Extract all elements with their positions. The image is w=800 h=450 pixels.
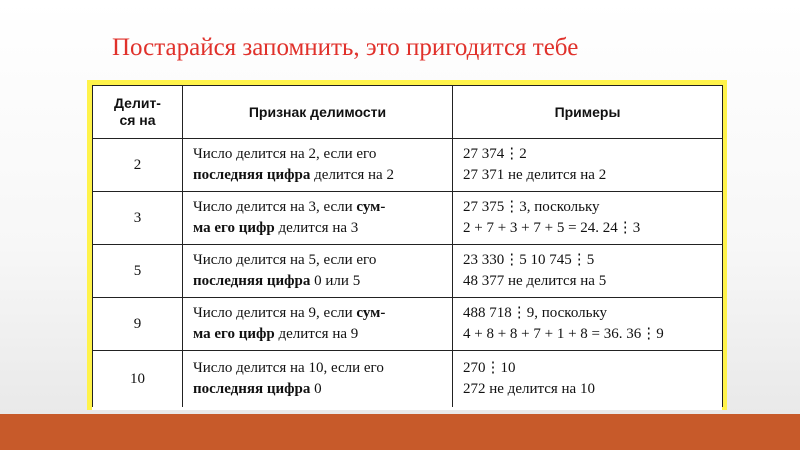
sign-keyword: сум-: [356, 199, 386, 215]
sign-text: делится на 2: [310, 167, 394, 183]
header-sign: Признак делимости: [183, 86, 453, 139]
example-cell: [453, 245, 723, 298]
table-row: [93, 298, 723, 351]
example-cell: [453, 298, 723, 351]
table-row: [93, 139, 723, 192]
sign-text: 0 или 5: [310, 273, 361, 289]
sign-text: делится на 9: [274, 326, 359, 342]
example-line: 27 374⋮2: [463, 146, 527, 162]
example-line: 2 + 7 + 3 + 7 + 5 = 24. 24⋮3: [463, 220, 641, 236]
sign-keyword: последняя цифра: [193, 167, 311, 183]
sign-text: Число делится на 3, если: [193, 199, 357, 215]
header-examples: Примеры: [453, 86, 723, 139]
sign-text: Число делится на 2, если его: [193, 146, 377, 162]
divisibility-table: [92, 85, 723, 407]
sign-keyword: ма его цифр: [193, 220, 275, 236]
table-highlight-frame: [87, 80, 727, 410]
divisor-cell: 10: [93, 351, 183, 408]
sign-cell: [183, 351, 453, 408]
divisor-cell: 3: [93, 192, 183, 245]
sign-text: Число делится на 10, если его: [193, 360, 384, 376]
divisor-cell: 9: [93, 298, 183, 351]
table-row: [93, 351, 723, 408]
table-row: [93, 245, 723, 298]
example-line: 23 330⋮5 10 745⋮5: [463, 252, 595, 268]
example-line: 4 + 8 + 8 + 7 + 1 + 8 = 36. 36⋮9: [463, 326, 664, 342]
example-cell: [453, 351, 723, 408]
sign-cell: [183, 192, 453, 245]
divisor-cell: 2: [93, 139, 183, 192]
sign-text: Число делится на 5, если его: [193, 252, 377, 268]
sign-keyword: ма его цифр: [193, 326, 275, 342]
sign-text: делится на 3: [274, 220, 359, 236]
example-line: 270⋮10: [463, 360, 516, 376]
header-divisor: Делит- ся на: [93, 86, 183, 139]
divisibility-table-container: [92, 85, 722, 410]
example-line: 27 371 не делится на 2: [463, 167, 607, 183]
sign-cell: [183, 298, 453, 351]
example-line: 48 377 не делится на 5: [463, 273, 607, 289]
table-header-row: [93, 86, 723, 139]
example-cell: [453, 139, 723, 192]
sign-keyword: последняя цифра: [193, 381, 311, 397]
example-line: 488 718⋮9, поскольку: [463, 305, 608, 321]
sign-text: Число делится на 9, если: [193, 305, 357, 321]
sign-keyword: сум-: [356, 305, 386, 321]
table-row: [93, 192, 723, 245]
example-line: 27 375⋮3, поскольку: [463, 199, 600, 215]
slide-title: Постарайся запомнить, это пригодится тебе: [112, 34, 579, 61]
sign-cell: [183, 139, 453, 192]
sign-keyword: последняя цифра: [193, 273, 311, 289]
sign-cell: [183, 245, 453, 298]
example-line: 272 не делится на 10: [463, 381, 595, 397]
divisor-cell: 5: [93, 245, 183, 298]
example-cell: [453, 192, 723, 245]
bottom-accent-bar: [0, 414, 800, 450]
sign-text: 0: [310, 381, 322, 397]
